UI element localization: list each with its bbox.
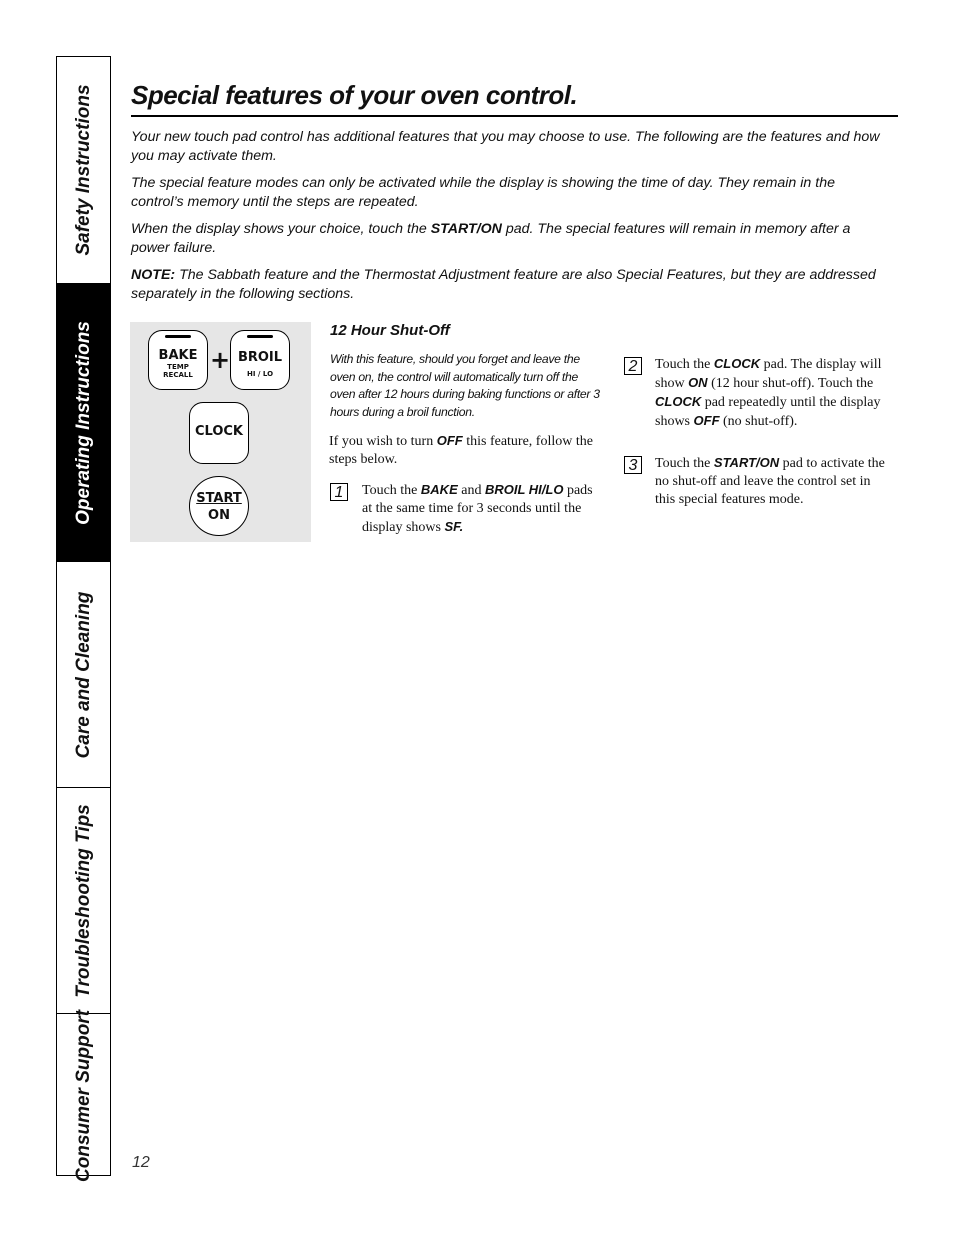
start-label: START — [196, 491, 242, 506]
tab-label: Safety Instructions — [72, 84, 94, 256]
section-title: 12 Hour Shut-Off — [330, 322, 450, 339]
text: and — [457, 483, 485, 498]
tab-label: Operating Instructions — [72, 320, 94, 525]
keyword: START/ON — [713, 455, 780, 470]
text: When the display shows your choice, touch the — [131, 221, 431, 237]
step-number: 2 — [624, 357, 642, 375]
pad-indicator — [165, 335, 191, 338]
keyword: SF. — [444, 519, 464, 534]
page-title: Special features of your oven control. — [131, 80, 898, 117]
note-label: NOTE: — [131, 267, 176, 283]
note-paragraph — [131, 266, 891, 303]
text: pads at the same time for 3 seconds until the display shows — [362, 483, 593, 535]
recall-label: RECALL — [163, 371, 193, 379]
intro-paragraph: Your new touch pad control has additional features that you may choose to use. The following are the features and how you may activate them. — [131, 129, 880, 164]
tab-label: Care and Cleaning — [72, 591, 94, 758]
step-text — [362, 481, 602, 537]
bake-label: BAKE — [158, 348, 198, 363]
tab-label: Troubleshooting Tips — [72, 803, 94, 998]
text: The Sabbath feature and the Thermostat Adjustment feature are also Special Features, but they are addressed separately in the following sections. — [131, 267, 876, 302]
keyword: CLOCK — [655, 394, 702, 409]
keyword: BAKE — [420, 482, 458, 497]
clock-label: CLOCK — [194, 424, 244, 439]
bake-pad — [148, 330, 208, 390]
keyword: ON — [688, 375, 708, 390]
tab-label: Consumer Support — [72, 1009, 94, 1182]
broil-label: BROIL — [237, 350, 283, 365]
broil-pad — [230, 330, 290, 390]
text: pad repeatedly until the display shows — [655, 395, 881, 429]
page-number: 12 — [132, 1154, 150, 1171]
temp-label: TEMP — [167, 363, 189, 371]
text: pad to activate the no shut-off and leave the control set in this special features mode. — [655, 456, 885, 507]
keyword: OFF — [693, 413, 720, 428]
text: Touch the — [655, 357, 714, 372]
text: Touch the — [362, 483, 421, 498]
text: If you wish to turn — [329, 434, 437, 449]
step-number: 1 — [330, 483, 348, 501]
hi-lo-label: HI / LO — [246, 370, 274, 378]
keyword: BROIL HI/LO — [484, 482, 564, 497]
start-on-keyword: START/ON — [430, 221, 502, 237]
step-number: 3 — [624, 456, 642, 474]
step-text — [655, 355, 893, 431]
section-tab-strip — [56, 56, 111, 1182]
instruction-paragraph — [329, 432, 605, 469]
intro-paragraph: The special feature modes can only be activated while the display is showing the time of day. They remain in the control’s memory until the steps are repeated. — [131, 175, 835, 210]
intro-text — [131, 128, 891, 312]
tab-operating-instructions[interactable] — [57, 284, 110, 562]
step-text — [655, 454, 893, 509]
plus-icon: + — [210, 346, 231, 374]
tab-troubleshooting-tips[interactable] — [57, 788, 110, 1014]
text: pad. The special features will remain in memory after a power failure. — [131, 221, 851, 256]
text: pad. The display will show — [655, 357, 882, 391]
pad-indicator — [247, 335, 273, 338]
intro-paragraph — [131, 220, 891, 257]
clock-pad — [189, 402, 249, 464]
text: (no shut-off). — [719, 414, 798, 429]
start-on-pad — [189, 476, 249, 536]
keyword: CLOCK — [713, 356, 761, 371]
control-pad-illustration — [130, 322, 311, 542]
tab-safety-instructions[interactable] — [57, 57, 110, 284]
off-keyword: OFF — [436, 433, 463, 448]
tab-consumer-support[interactable] — [57, 1009, 110, 1182]
text: (12 hour shut-off). Touch the — [707, 376, 874, 391]
text: this feature, follow the steps below. — [329, 434, 593, 467]
tab-care-and-cleaning[interactable] — [57, 562, 110, 788]
on-label: ON — [208, 508, 230, 523]
section-description: With this feature, should you forget and leave the oven on, the control will automatically turn off the oven after 12 hours during baking functions or after 3 hours during a broil function. — [330, 352, 600, 419]
text: Touch the — [655, 456, 714, 471]
